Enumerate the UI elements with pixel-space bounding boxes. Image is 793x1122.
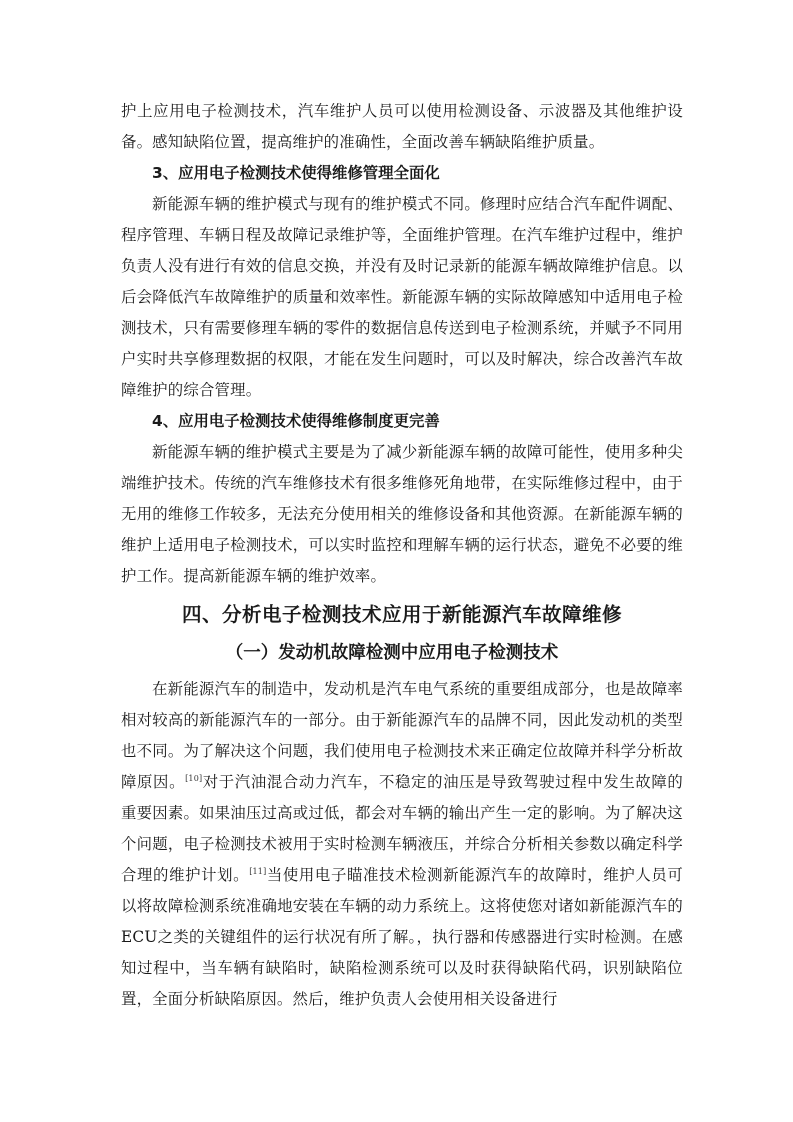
subheading-3: 3、应用电子检测技术使得维修管理全面化 <box>152 164 440 182</box>
paragraph-text-part3: 当使用电子瞄准技术检测新能源汽车的故障时，维护人员可以将故障检测系统准确地安装在车辆的动力系统上。这将使您对诸如新能源汽车的ECU之类的关键组件的运行状况有所了解。，执行器和传感器进行实时检测。在感知过程中，当车辆有缺陷时，缺陷检测系统可以及时获得缺陷代码，识别缺陷位置，全面分析缺陷原因。然后，维护负责人会使用相关设备进行 <box>121 866 683 1008</box>
citation-ref-10: [10] <box>185 773 203 783</box>
paragraph-engine-fault-detection <box>121 674 683 1015</box>
subsection-heading-1: （一）发动机故障检测中应用电子检测技术 <box>225 643 559 663</box>
paragraph-continued: 护上应用电子检测技术，汽车维护人员可以使用检测设备、示波器及其他维护设备。感知缺陷位置，提高维护的准确性，全面改善车辆缺陷维护质量。 <box>121 102 683 151</box>
paragraph-text-part2: 对于汽油混合动力汽车，不稳定的油压是导致驾驶过程中发生故障的重要因素。如果油压过高或过低，都会对车辆的输出产生一定的影响。为了解决这个问题，电子检测技术被用于实时检测车辆液压，并综合分析相关参数以确定科学合理的维护计划。 <box>121 773 683 884</box>
page-content <box>121 96 683 1015</box>
paragraph-text-part1: 在新能源汽车的制造中，发动机是汽车电气系统的重要组成部分，也是故障率相对较高的新能源汽车的一部分。由于新能源汽车的品牌不同，因此发动机的类型也不同。为了解决这个问题，我们使用电子检测技术来正确定位故障并科学分析故障原因。 <box>121 680 683 791</box>
paragraph-maintenance-system: 新能源车辆的维护模式主要是为了减少新能源车辆的故障可能性，使用多种尖端维护技术。传统的汽车维修技术有很多维修死角地带，在实际维修过程中，由于无用的维修工作较多，无法充分使用相关的维修设备和其他资源。在新能源车辆的维护上适用电子检测技术，可以实时监控和理解车辆的运行状态，避免不必要的维护工作。提高新能源车辆的维护效率。 <box>121 443 683 585</box>
paragraph-maintenance-management: 新能源车辆的维护模式与现有的维护模式不同。修理时应结合汽车配件调配、程序管理、车辆日程及故障记录维护等，全面维护管理。在汽车维护过程中，维护负责人没有进行有效的信息交换，并没有及时记录新的能源车辆故障维护信息。以后会降低汽车故障维护的质量和效率性。新能源车辆的实际故障感知中适用电子检测技术，只有需要修理车辆的零件的数据信息传送到电子检测系统，并赋予不同用户实时共享修理数据的权限，才能在发生问题时，可以及时解决，综合改善汽车故障维护的综合管理。 <box>121 195 683 399</box>
section-heading-4: 四、分析电子检测技术应用于新能源汽车故障维修 <box>181 603 622 626</box>
citation-ref-11: [11] <box>249 866 267 876</box>
subheading-4: 4、应用电子检测技术使得维修制度更完善 <box>152 412 440 430</box>
